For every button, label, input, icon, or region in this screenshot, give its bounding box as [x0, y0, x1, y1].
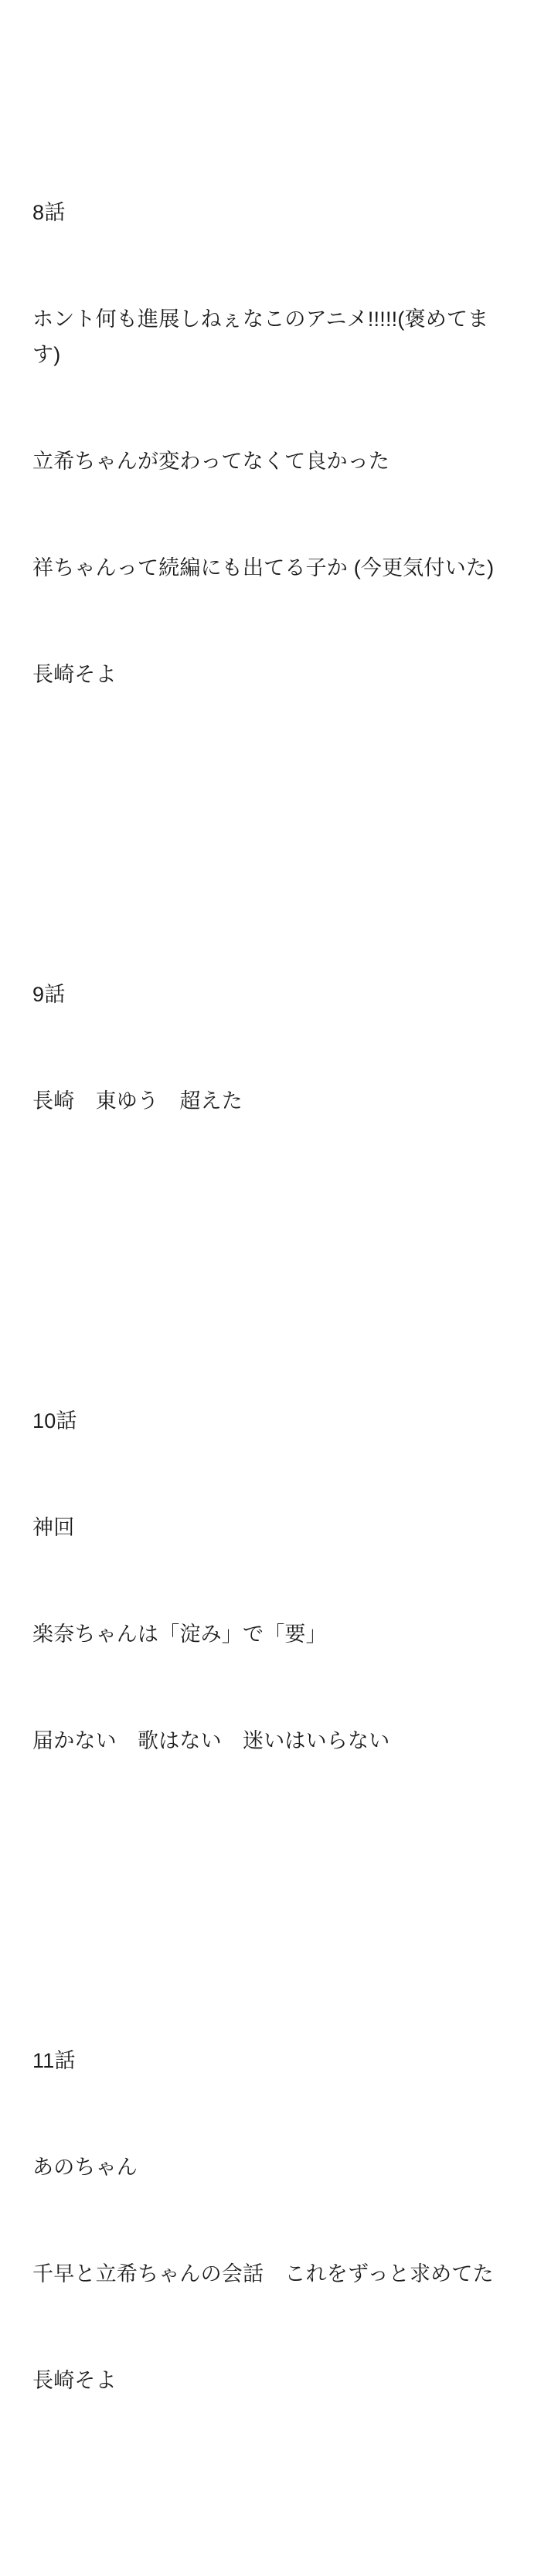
block-heading: 8話: [32, 201, 66, 224]
block-line: 長崎 東ゆう 超えた: [32, 1089, 243, 1113]
block-line: あのちゃん: [32, 2156, 138, 2179]
block-heading: 11話: [32, 2049, 76, 2072]
note-block: [32, 1972, 505, 2469]
block-line: 祥ちゃんって続編にも出てる子か (今更気付いた): [32, 556, 495, 579]
block-heading: 10話: [32, 1409, 77, 1432]
note-block: [32, 1332, 505, 1830]
block-line: 届かない 歌はない 迷いはいらない: [32, 1729, 390, 1752]
note-block: [32, 124, 505, 763]
block-line: 楽奈ちゃんは「淀み」で「要」: [32, 1623, 327, 1646]
block-line: ホント何も進展しねぇなこのアニメ!!!!!(褒めてます): [32, 308, 489, 366]
block-line: 長崎そよ: [32, 2369, 117, 2392]
block-line: 神回: [32, 1516, 75, 1539]
note-block: [32, 906, 505, 1190]
block-heading: 9話: [32, 983, 66, 1006]
block-line: 立希ちゃんが変わってなくて良かった: [32, 450, 390, 473]
block-line: 千早と立希ちゃんの会話 これをずっと求めてた: [32, 2262, 494, 2285]
block-line: 長崎そよ: [32, 663, 117, 686]
note-text-body: [32, 17, 505, 2576]
